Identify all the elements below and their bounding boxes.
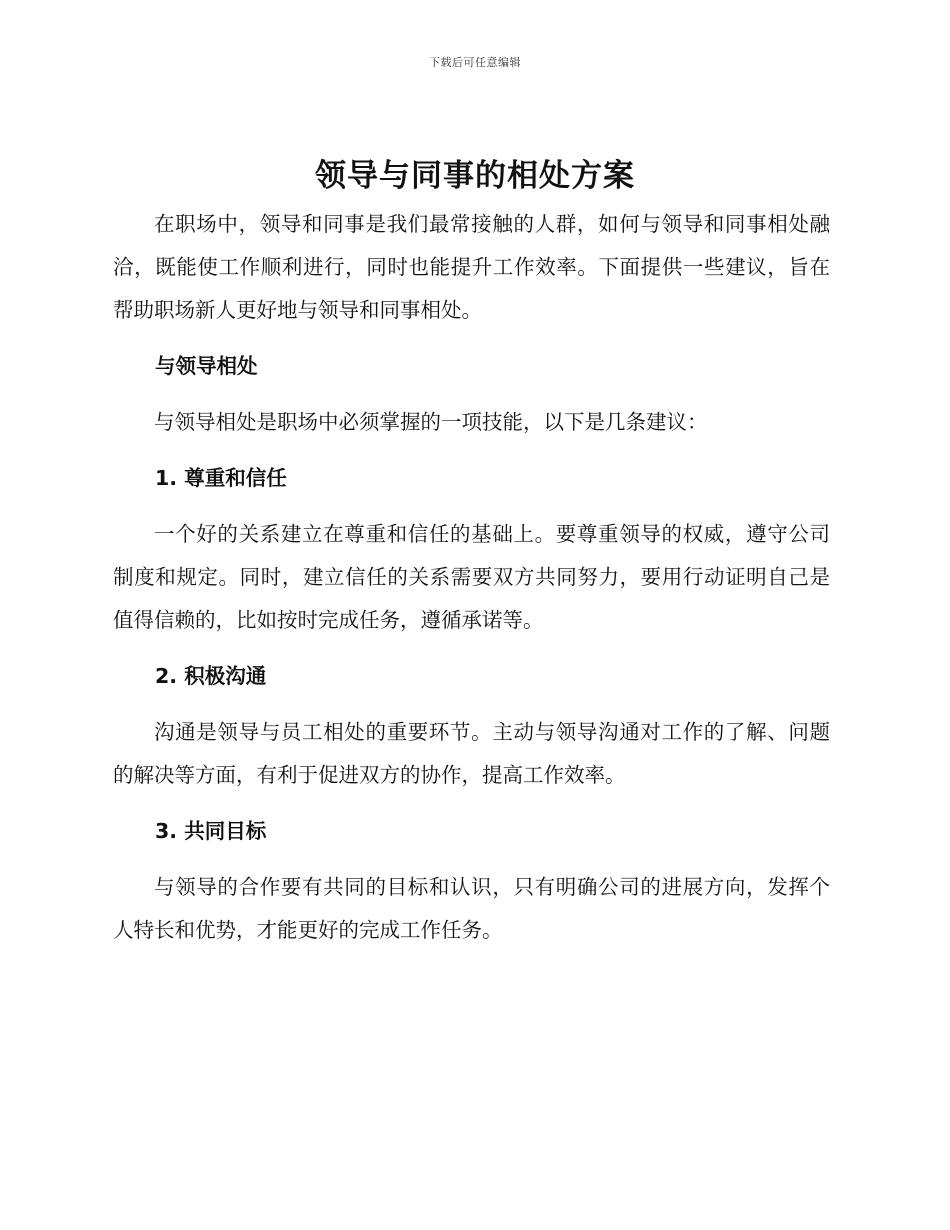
item-text-communication: 沟通是领导与员工相处的重要环节。主动与领导沟通对工作的了解、问题的解决等方面，有利于促进双方的协作，提高工作效率。: [113, 720, 830, 787]
section-heading: 与领导相处: [155, 354, 258, 378]
item-heading-common-goal: 3. 共同目标: [155, 819, 267, 843]
item-heading-respect: 1. 尊重和信任: [155, 466, 287, 490]
document-body: [113, 203, 830, 952]
document-title: 领导与同事的相处方案: [315, 158, 635, 194]
section-lead-paragraph: 与领导相处是职场中必须掌握的一项技能，以下是几条建议：: [154, 410, 708, 434]
item-text-respect: 一个好的关系建立在尊重和信任的基础上。要尊重领导的权威，遵守公司制度和规定。同时，建立信任的关系需要双方共同努力，要用行动证明自己是值得信赖的，比如按时完成任务，遵循承诺等。: [113, 522, 830, 632]
item-text-common-goal: 与领导的合作要有共同的目标和认识，只有明确公司的进展方向，发挥个人特长和优势，才能更好的完成工作任务。: [113, 875, 830, 942]
header-note: 下载后可任意编辑: [429, 56, 521, 69]
item-heading-communication: 2. 积极沟通: [155, 664, 267, 688]
intro-paragraph: 在职场中，领导和同事是我们最常接触的人群，如何与领导和同事相处融洽，既能使工作顺利进行，同时也能提升工作效率。下面提供一些建议，旨在帮助职场新人更好地与领导和同事相处。: [113, 212, 830, 322]
